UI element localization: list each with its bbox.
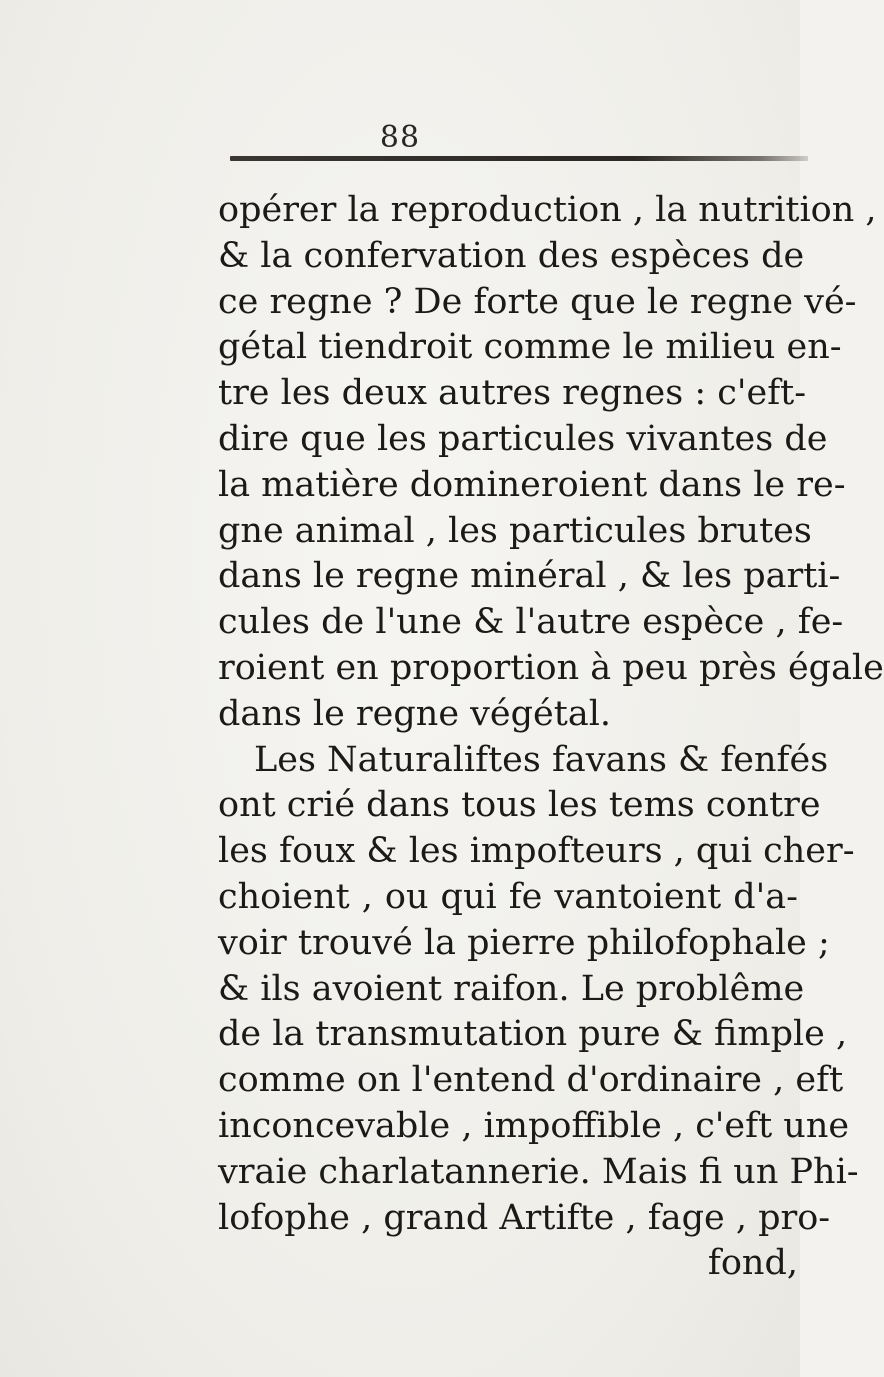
text-line: vraie charlatannerie. Mais fi un Phi- xyxy=(218,1151,859,1192)
text-line: ce regne ? De forte que le regne vé- xyxy=(218,281,857,322)
text-line: de la transmutation pure & fimple , xyxy=(218,1014,848,1055)
text-line: choient , ou qui fe vantoient d'a- xyxy=(218,876,798,917)
text-line: voir trouvé la pierre philofophale ; xyxy=(218,922,830,963)
text-line: & la confervation des espèces de xyxy=(218,235,805,276)
catchword: fond, xyxy=(707,1243,798,1284)
text-line: tre les deux autres regnes : c'eft- xyxy=(218,373,807,414)
body-text xyxy=(218,188,884,1287)
text-line: gne animal , les particules brutes xyxy=(218,510,812,551)
text-line-paragraph-start: Les Naturaliftes favans & fenfés xyxy=(254,739,829,780)
page-number: 88 xyxy=(379,120,421,155)
text-line: cules de l'une & l'autre espèce , fe- xyxy=(218,602,844,643)
text-line: lofophe , grand Artifte , fage , pro- xyxy=(218,1197,831,1238)
text-line: & ils avoient raifon. Le problême xyxy=(218,968,805,1009)
header-rule xyxy=(230,156,808,161)
text-line: dire que les particules vivantes de xyxy=(218,418,828,459)
text-line: opérer la reproduction , la nutrition , xyxy=(218,190,877,230)
text-line: dans le regne minéral , & les parti- xyxy=(218,556,841,597)
text-line: inconcevable , impoffible , c'eft une xyxy=(218,1105,850,1146)
text-line: roient en proportion à peu près égale xyxy=(218,647,884,688)
text-line-paragraph-end: dans le regne végétal. xyxy=(218,693,612,734)
text-line: les foux & les impofteurs , qui cher- xyxy=(218,831,855,872)
text-line: comme on l'entend d'ordinaire , eft xyxy=(218,1060,844,1101)
text-line: gétal tiendroit comme le milieu en- xyxy=(218,327,842,368)
text-line: ont crié dans tous les tems contre xyxy=(218,785,821,826)
text-line: la matière domineroient dans le re- xyxy=(218,464,846,505)
